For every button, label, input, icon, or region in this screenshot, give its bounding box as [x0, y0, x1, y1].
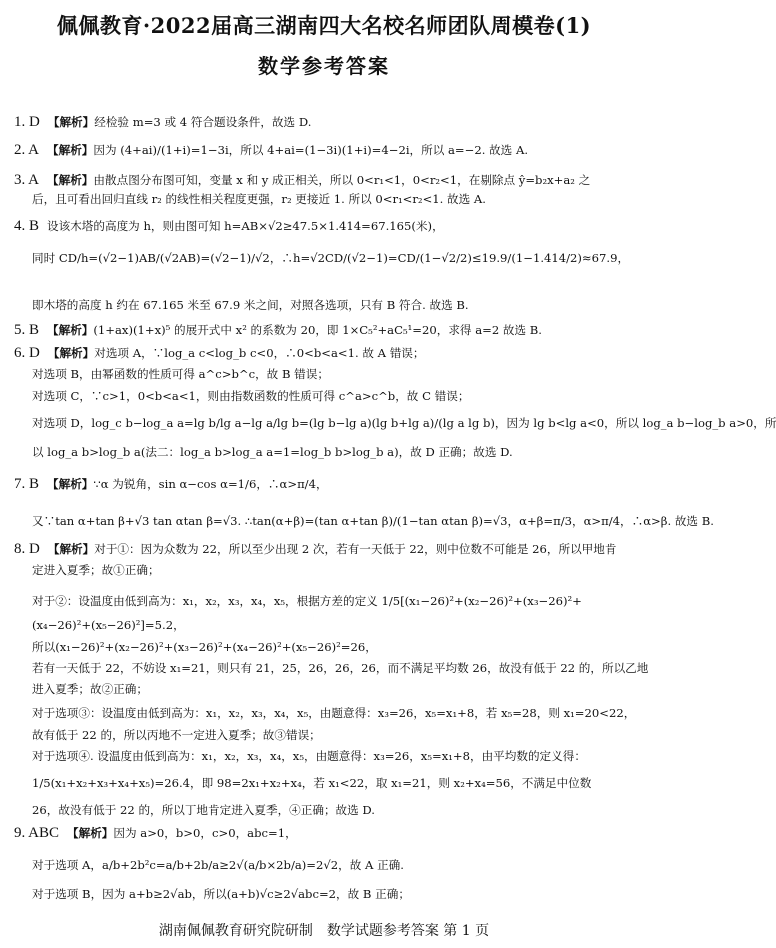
answer-text: ∵α 为锐角，sin α−cos α=1/6，∴α>π/4， — [93, 477, 328, 491]
answer-item-start — [14, 218, 636, 234]
page-title: 佩佩教育·2022届高三湖南四大名校名师团队周模卷(1) — [56, 13, 592, 38]
answer-continuation — [32, 250, 636, 266]
answer-continuation — [32, 705, 636, 721]
analysis-tag: 【解析】 — [47, 323, 94, 337]
analysis-tag: 【解析】 — [47, 115, 95, 129]
answer-text: 经检验 m=3 或 4 符合题设条件，故选 D. — [94, 115, 312, 129]
answer-text: 对于选项③：设温度由低到高为：x₁，x₂，x₃，x₄，x₅，由题意得：x₃=26，x₅=x₁+8，若 x₅=28，则 x₁=20<22， — [32, 706, 636, 720]
answer-text: 26，故没有低于 22 的，所以丁地肯定进入夏季，④正确；故选 D. — [32, 803, 375, 817]
answer-text: 对于选项④. 设温度由低到高为：x₁，x₂，x₃，x₄，x₅，由题意得：x₃=26，x₅=x₁+8，由平均数的定义得： — [32, 749, 586, 763]
answer-text: 即木塔的高度 h 约在 67.165 米至 67.9 米之间，对照各选项，只有 B 符合. 故选 B. — [32, 298, 469, 312]
answer-continuation — [32, 191, 636, 207]
answer-text: 所以(x₁−26)²+(x₂−26)²+(x₃−26)²+(x₄−26)²+(x₅−26)²=26， — [32, 640, 377, 654]
answer-number: 2. A — [14, 142, 40, 158]
answer-item-start — [14, 476, 636, 492]
answer-number: 6. D — [14, 345, 40, 361]
answer-continuation — [32, 366, 636, 382]
answer-text: 同时 CD/h=(√2−1)AB/(√2AB)=(√2−1)/√2，∴h=√2CD/(√2−1)=CD/(1−√2/2)≤19.9/(1−1.414/2)≈67.9， — [32, 251, 630, 265]
answer-text: 进入夏季；故②正确； — [32, 682, 148, 696]
answer-text: 由散点图分布图可知，变量 x 和 y 成正相关，所以 0<r₁<1，0<r₂<1，在剔除点 ŷ=b₂x+a₂ 之 — [93, 173, 591, 187]
answer-item-start — [14, 322, 636, 338]
answer-text: 对于选项 A，a/b+2b²c=a/b+2b/a≥2√(a/b×2b/a)=2√2，故 A 正确. — [32, 858, 404, 872]
answer-continuation — [32, 639, 636, 655]
answer-text: 又∵tan α+tan β+√3 tan αtan β=√3. ∴tan(α+β)=(tan α+tan β)/(1−tan αtan β)=√3，α+β=π/3，α>π/4，∴α>β. 故选 B. — [32, 514, 714, 528]
answer-continuation — [32, 562, 636, 578]
answer-number: 7. B — [14, 476, 40, 492]
answer-text: 以 log_a b>log_b a(法二：log_a b>log_a a=1=log_b b>log_b a)，故 D 正确；故选 D. — [32, 445, 513, 459]
answer-continuation — [32, 748, 636, 764]
answer-item-start — [14, 114, 636, 130]
answer-continuation — [32, 660, 649, 676]
analysis-tag: 【解析】 — [47, 477, 94, 491]
answer-continuation — [32, 857, 636, 873]
answer-text: (1+ax)(1+x)⁵ 的展开式中 x² 的系数为 20，即 1×C₅²+aC₅¹=20，求得 a=2 故选 B. — [93, 323, 542, 337]
answer-text: 对选项 D，log_c b−log_a a=lg b/lg a−lg a/lg b=(lg b−lg a)(lg b+lg a)/(lg a lg b)，因为 lg b<lg a<0，所以 log_a b−log_b a>0，所 — [32, 416, 776, 430]
analysis-tag: 【解析】 — [47, 173, 94, 187]
answer-text: 后，且可看出回归直线 r₂ 的线性相关程度更强，r₂ 更接近 1. 所以 0<r₁<r₂<1. 故选 A. — [32, 192, 486, 206]
answer-number: 4. B — [14, 218, 40, 234]
answer-continuation — [32, 444, 636, 460]
answer-item-start — [14, 825, 636, 841]
page-footer: 湖南佩佩教育研究院研制 数学试题参考答案 第 1 页 — [158, 923, 490, 939]
answer-item-start — [14, 172, 636, 188]
answer-continuation — [32, 886, 636, 902]
answer-text: 因为 (4+ai)/(1+i)=1−3i，所以 4+ai=(1−3i)(1+i)=4−2i，所以 a=−2. 故选 A. — [93, 143, 529, 157]
answer-text: 对选项 B，由幂函数的性质可得 a^c>b^c，故 B 错误； — [32, 367, 329, 381]
answer-text: 因为 a>0，b>0，c>0，abc=1， — [113, 826, 297, 840]
answer-text: 定进入夏季；故①正确； — [32, 563, 160, 577]
answer-text: 对选项 C，∵c>1，0<b<a<1，则由指数函数的性质可得 c^a>c^b，故 C 错误； — [32, 389, 470, 403]
answer-continuation — [32, 513, 714, 529]
answer-text: 对于选项 B，因为 a+b≥2√ab，所以(a+b)√c≥2√abc=2，故 B 正确； — [32, 887, 410, 901]
analysis-tag: 【解析】 — [67, 826, 114, 840]
page-subtitle: 数学参考答案 — [258, 54, 390, 78]
answer-continuation — [32, 388, 636, 404]
answer-item-start — [14, 541, 636, 557]
answer-continuation — [32, 297, 636, 313]
answer-text: (x₄−26)²+(x₅−26)²]=5.2， — [32, 618, 185, 632]
answer-text: 设该木塔的高度为 h，则由图可知 h=AB×√2≥47.5×1.414=67.165(米)， — [47, 219, 444, 233]
answer-continuation — [32, 617, 636, 633]
answer-text: 对选项 A，∵log_a c<log_b c<0，∴0<b<a<1. 故 A 错误； — [94, 346, 425, 360]
answer-number: 9. ABC — [14, 825, 60, 841]
answer-number: 1. D — [14, 114, 40, 130]
answer-continuation — [32, 415, 776, 431]
answer-text: 对于②：设温度由低到高为：x₁，x₂，x₃，x₄，x₅，根据方差的定义 1/5[(x₁−26)²+(x₂−26)²+(x₃−26)²+ — [32, 594, 582, 608]
answer-text: 对于①：因为众数为 22，所以至少出现 2 次，若有一天低于 22，则中位数不可能是 26，所以甲地肯 — [94, 542, 617, 556]
answer-item-start — [14, 345, 636, 361]
answer-continuation — [32, 681, 636, 697]
answer-text: 1/5(x₁+x₂+x₃+x₄+x₅)=26.4，即 98=2x₁+x₂+x₄，若 x₁<22，取 x₁=21，则 x₂+x₄=56，不满足中位数 — [32, 776, 592, 790]
answer-number: 8. D — [14, 541, 40, 557]
answer-number: 3. A — [14, 172, 40, 188]
answer-text: 若有一天低于 22，不妨设 x₁=21，则只有 21，25，26，26，26，而不满足平均数 26，故没有低于 22 的，所以乙地 — [32, 661, 649, 675]
analysis-tag: 【解析】 — [47, 143, 94, 157]
analysis-tag: 【解析】 — [47, 346, 95, 360]
answer-text: 故有低于 22 的，所以丙地不一定进入夏季；故③错误； — [32, 728, 321, 742]
answer-number: 5. B — [14, 322, 40, 338]
answer-continuation — [32, 775, 636, 791]
answer-continuation — [32, 593, 636, 609]
answer-continuation — [32, 802, 636, 818]
analysis-tag: 【解析】 — [47, 542, 95, 556]
answer-continuation — [32, 727, 636, 743]
answer-item-start — [14, 142, 636, 158]
